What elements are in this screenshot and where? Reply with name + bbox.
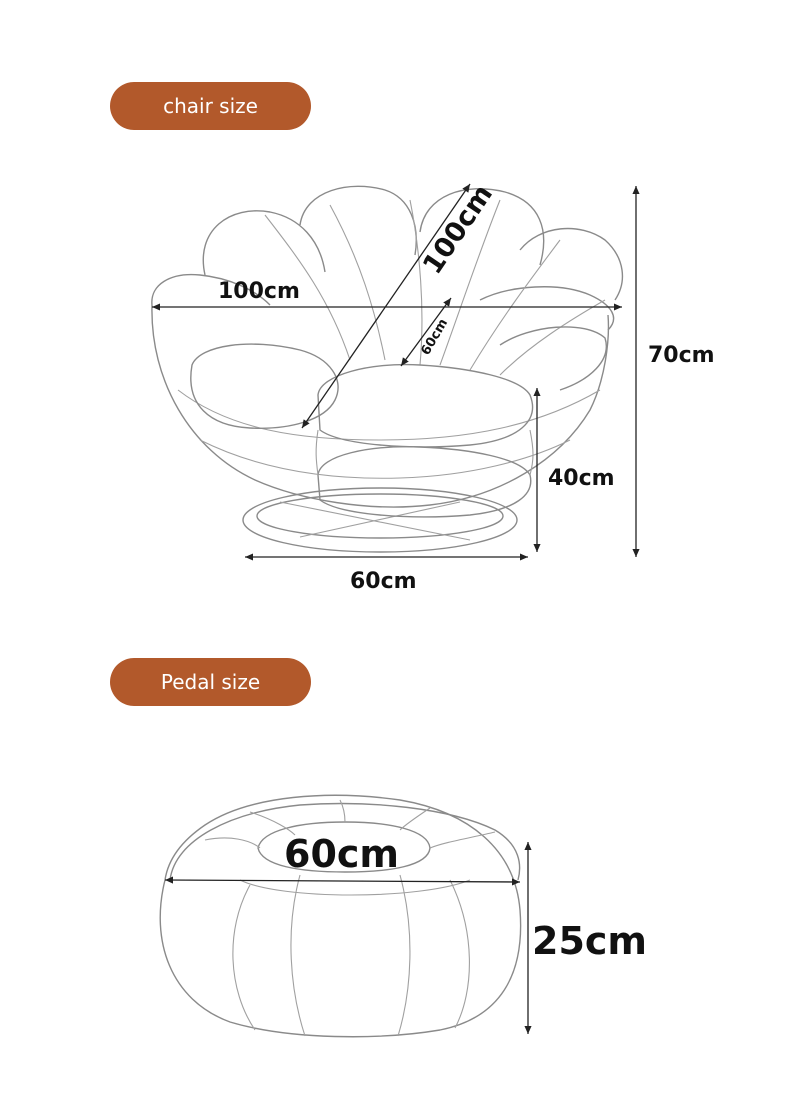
- chair-seat-cushion: [318, 365, 533, 447]
- chair-bowl: [152, 305, 608, 507]
- chair-size-label: chair size: [163, 94, 258, 118]
- label-width: 100cm: [218, 279, 300, 304]
- label-height: 70cm: [648, 343, 715, 368]
- label-diagonal: 100cm: [417, 179, 500, 280]
- label-base: 60cm: [350, 569, 417, 594]
- chair-petal-back-2: [300, 186, 416, 255]
- chair-arm-left: [191, 344, 338, 428]
- chair-petal-back-1: [203, 211, 325, 275]
- label-pedal-height: 25cm: [532, 919, 648, 963]
- chair-drawing: [152, 186, 623, 552]
- pedal-size-label: Pedal size: [160, 670, 261, 694]
- chair-seat-lower: [318, 447, 531, 517]
- label-seat-depth: 60cm: [418, 316, 452, 358]
- label-pedal-width: 60cm: [284, 832, 400, 876]
- chair-dimension-lines: [152, 184, 636, 557]
- chair-arm-right: [500, 327, 606, 390]
- label-seat-height: 40cm: [548, 466, 615, 491]
